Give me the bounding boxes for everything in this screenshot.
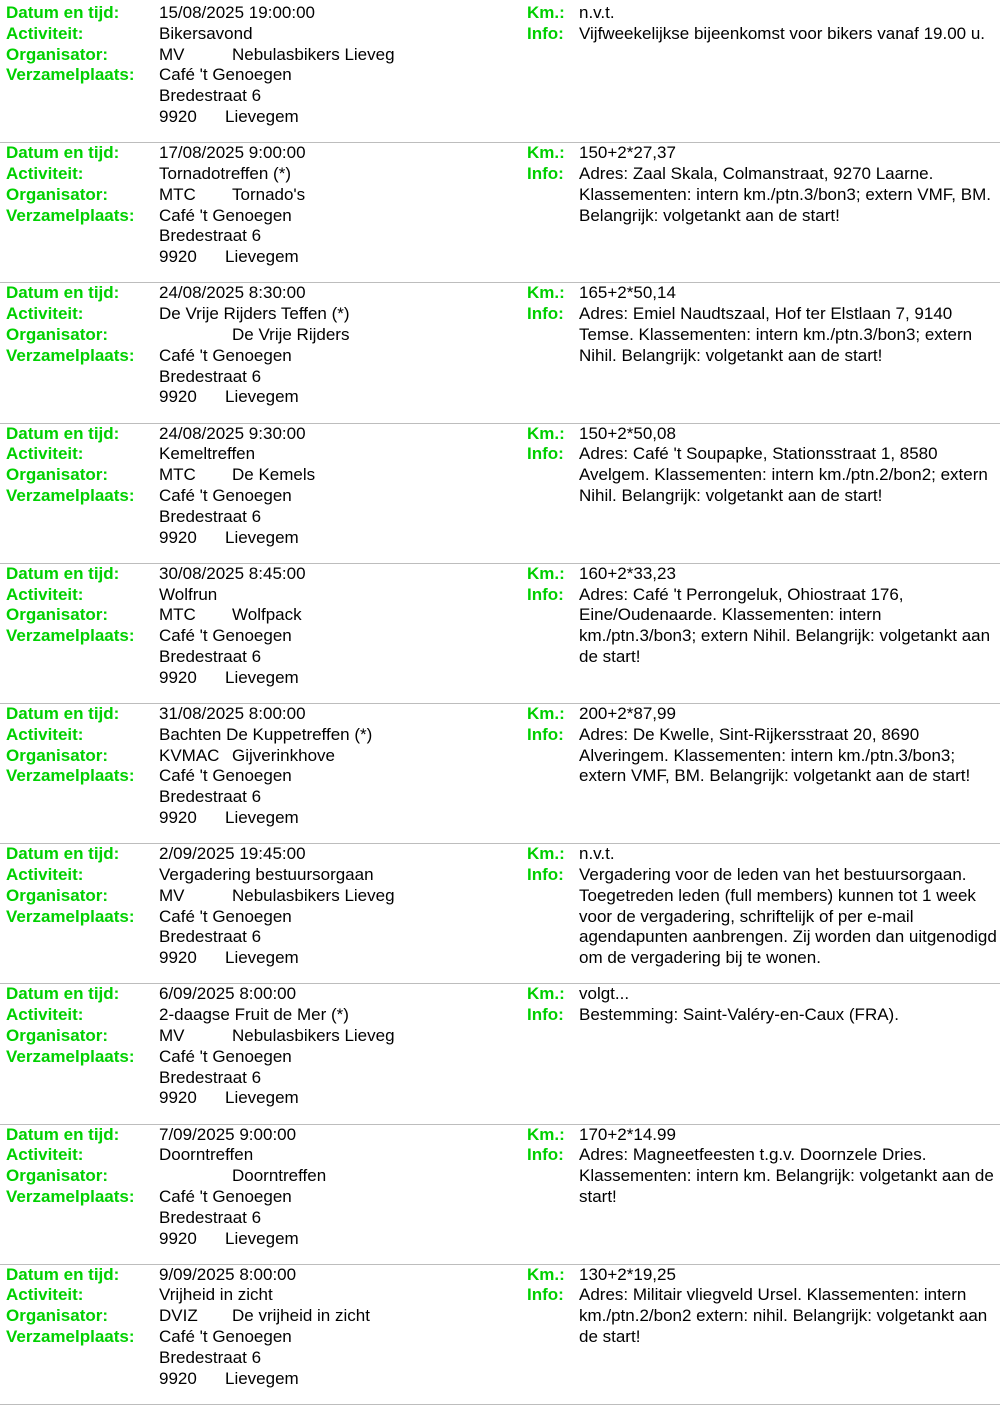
organizer-name: Nebulasbikers Lieveg <box>232 885 395 905</box>
meeting-point-street: Bredestraat 6 <box>159 787 262 807</box>
meeting-point-city: Lievegem <box>225 107 299 126</box>
meeting-point-label: Verzamelplaats: <box>6 1046 135 1066</box>
event-activity: Bikersavond <box>159 23 253 43</box>
info-label: Info: <box>527 584 564 604</box>
organizer-code: MV <box>159 1025 185 1045</box>
event-entry <box>0 984 1000 1124</box>
info-label: Info: <box>527 304 564 324</box>
km-label: Km.: <box>527 3 565 22</box>
organizer-name: Nebulasbikers Lieveg <box>232 44 395 64</box>
event-km: 130+2*19,25 <box>579 1264 676 1284</box>
organizer-label: Organisator: <box>6 1306 109 1326</box>
organizer-name: De Vrije Rijders <box>232 324 350 344</box>
organizer-label: Organisator: <box>6 184 109 204</box>
km-label: Km.: <box>527 703 565 723</box>
meeting-point-name: Café 't Genoegen <box>159 906 292 926</box>
meeting-point-city: Lievegem <box>225 387 299 407</box>
km-label: Km.: <box>527 844 565 864</box>
meeting-point-street: Bredestraat 6 <box>159 86 262 106</box>
organizer-label: Organisator: <box>6 1025 109 1045</box>
event-entry <box>0 283 1000 423</box>
event-km: 150+2*50,08 <box>579 423 676 443</box>
meeting-point-street: Bredestraat 6 <box>159 646 262 666</box>
organizer-code: DVIZ <box>159 1306 198 1326</box>
meeting-point-label: Verzamelplaats: <box>6 1327 135 1347</box>
event-km: n.v.t. <box>579 844 615 864</box>
meeting-point-street: Bredestraat 6 <box>159 366 262 386</box>
event-info: Adres: Magneetfeesten t.g.v. Doornzele Dries. Klassementen: intern km. Belangrijk: volgetankt aan de start! <box>579 1145 994 1206</box>
organizer-name: De vrijheid in zicht <box>232 1306 370 1326</box>
meeting-point-street: Bredestraat 6 <box>159 506 262 526</box>
organizer-code: MTC <box>159 605 196 625</box>
event-km: 165+2*50,14 <box>579 283 676 303</box>
info-label: Info: <box>527 444 564 464</box>
event-km: 170+2*14.99 <box>579 1124 676 1144</box>
meeting-point-city: Lievegem <box>225 1368 299 1388</box>
km-label: Km.: <box>527 1124 565 1144</box>
organizer-label: Organisator: <box>6 44 109 64</box>
datetime-label: Datum en tijd: <box>6 143 120 163</box>
activity-label: Activiteit: <box>6 864 84 884</box>
event-activity: 2-daagse Fruit de Mer (*) <box>159 1005 349 1025</box>
event-activity: Wolfrun <box>159 584 218 604</box>
meeting-point-street: Bredestraat 6 <box>159 1207 262 1227</box>
event-km: 150+2*27,37 <box>579 143 676 163</box>
datetime-label: Datum en tijd: <box>6 283 120 303</box>
meeting-point-street: Bredestraat 6 <box>159 927 262 947</box>
event-datetime: 17/08/2025 9:00:00 <box>159 143 306 163</box>
meeting-point-city: Lievegem <box>225 667 299 687</box>
organizer-code: MV <box>159 885 185 905</box>
meeting-point-label: Verzamelplaats: <box>6 626 135 646</box>
datetime-label: Datum en tijd: <box>6 844 120 864</box>
event-info: Adres: Zaal Skala, Colmanstraat, 9270 Laarne. Klassementen: intern km./ptn.3/bon3; extern VMF, BM. Belangrijk: volgetankt aan de start! <box>579 163 991 225</box>
meeting-point-postal-code: 9920 <box>159 667 197 687</box>
meeting-point-city: Lievegem <box>225 807 299 827</box>
activity-label: Activiteit: <box>6 1145 84 1165</box>
meeting-point-postal-code: 9920 <box>159 1088 197 1108</box>
event-info: Vergadering voor de leden van het bestuursorgaan. Toegetreden leden (full members) kunnen tot 1 week voor de vergadering, schriftelijk of per e-mail agendapunten aanbrengen. Zij worden dan uitgenodigd om de vergadering bij te wonen. <box>579 864 997 968</box>
activity-label: Activiteit: <box>6 304 84 324</box>
meeting-point-label: Verzamelplaats: <box>6 65 135 85</box>
event-info: Adres: Militair vliegveld Ursel. Klassementen: intern km./ptn.2/bon2 extern: nihil. Belangrijk: volgetankt aan de start! <box>579 1285 988 1347</box>
info-label: Info: <box>527 1285 564 1305</box>
meeting-point-name: Café 't Genoegen <box>159 65 292 85</box>
datetime-label: Datum en tijd: <box>6 1124 120 1144</box>
event-info: Adres: Café 't Perrongeluk, Ohiostraat 176, Eine/Oudenaarde. Klassementen: intern km./ptn.3/bon3; extern Nihil. Belangrijk: volgetankt aan de start! <box>579 584 991 666</box>
event-activity: Tornadotreffen (*) <box>159 163 291 183</box>
organizer-name: Doorntreffen <box>232 1166 327 1186</box>
event-km: n.v.t. <box>579 3 615 22</box>
meeting-point-city: Lievegem <box>225 527 299 547</box>
meeting-point-name: Café 't Genoegen <box>159 1186 292 1206</box>
event-entry <box>0 844 1000 984</box>
datetime-label: Datum en tijd: <box>6 3 120 22</box>
organizer-name: Wolfpack <box>232 605 302 625</box>
meeting-point-postal-code: 9920 <box>159 247 197 267</box>
event-activity: Doorntreffen <box>159 1145 254 1165</box>
event-datetime: 24/08/2025 8:30:00 <box>159 283 306 303</box>
meeting-point-name: Café 't Genoegen <box>159 1046 292 1066</box>
meeting-point-street: Bredestraat 6 <box>159 1067 262 1087</box>
meeting-point-name: Café 't Genoegen <box>159 626 292 646</box>
meeting-point-city: Lievegem <box>225 1228 299 1248</box>
meeting-point-label: Verzamelplaats: <box>6 485 135 505</box>
meeting-point-postal-code: 9920 <box>159 527 197 547</box>
activity-label: Activiteit: <box>6 1285 84 1305</box>
organizer-code: MTC <box>159 184 196 204</box>
meeting-point-city: Lievegem <box>225 1088 299 1108</box>
info-label: Info: <box>527 864 564 884</box>
activity-label: Activiteit: <box>6 163 84 183</box>
event-info: Bestemming: Saint-Valéry-en-Caux (FRA). <box>579 1005 899 1025</box>
meeting-point-label: Verzamelplaats: <box>6 205 135 225</box>
activity-label: Activiteit: <box>6 444 84 464</box>
km-label: Km.: <box>527 283 565 303</box>
datetime-label: Datum en tijd: <box>6 1264 120 1284</box>
activity-label: Activiteit: <box>6 23 84 43</box>
meeting-point-name: Café 't Genoegen <box>159 345 292 365</box>
activity-label: Activiteit: <box>6 584 84 604</box>
event-info: Adres: Café 't Soupapke, Stationsstraat 1, 8580 Avelgem. Klassementen: intern km./ptn.2/bon2; extern Nihil. Belangrijk: volgetankt aan de start! <box>579 444 988 505</box>
organizer-code: KVMAC <box>159 745 220 765</box>
event-entry <box>0 3 1000 143</box>
organizer-label: Organisator: <box>6 745 109 765</box>
meeting-point-postal-code: 9920 <box>159 807 197 827</box>
meeting-point-name: Café 't Genoegen <box>159 766 292 786</box>
event-datetime: 15/08/2025 19:00:00 <box>159 3 315 22</box>
event-datetime: 24/08/2025 9:30:00 <box>159 423 306 443</box>
event-entry <box>0 1265 1000 1405</box>
organizer-name: Gijverinkhove <box>232 745 335 765</box>
meeting-point-label: Verzamelplaats: <box>6 1186 135 1206</box>
meeting-point-label: Verzamelplaats: <box>6 766 135 786</box>
organizer-label: Organisator: <box>6 1166 109 1186</box>
event-activity: Vergadering bestuursorgaan <box>159 864 374 884</box>
event-activity: Vrijheid in zicht <box>159 1285 273 1305</box>
event-entry <box>0 143 1000 283</box>
event-entry <box>0 704 1000 844</box>
meeting-point-name: Café 't Genoegen <box>159 205 292 225</box>
km-label: Km.: <box>527 984 565 1004</box>
meeting-point-city: Lievegem <box>225 247 299 267</box>
info-label: Info: <box>527 23 564 43</box>
meeting-point-city: Lievegem <box>225 948 299 968</box>
event-activity: Bachten De Kuppetreffen (*) <box>159 724 373 744</box>
km-label: Km.: <box>527 563 565 583</box>
meeting-point-street: Bredestraat 6 <box>159 226 262 246</box>
activity-label: Activiteit: <box>6 1005 84 1025</box>
datetime-label: Datum en tijd: <box>6 703 120 723</box>
event-datetime: 7/09/2025 9:00:00 <box>159 1124 297 1144</box>
info-label: Info: <box>527 163 564 183</box>
event-datetime: 9/09/2025 8:00:00 <box>159 1264 297 1284</box>
event-datetime: 6/09/2025 8:00:00 <box>159 984 297 1004</box>
km-label: Km.: <box>527 1264 565 1284</box>
event-info: Vijfweekelijkse bijeenkomst voor bikers vanaf 19.00 u. <box>579 23 986 43</box>
meeting-point-postal-code: 9920 <box>159 1368 197 1388</box>
km-label: Km.: <box>527 423 565 443</box>
event-activity: Kemeltreffen <box>159 444 256 464</box>
datetime-label: Datum en tijd: <box>6 563 120 583</box>
info-label: Info: <box>527 724 564 744</box>
meeting-point-label: Verzamelplaats: <box>6 345 135 365</box>
datetime-label: Datum en tijd: <box>6 423 120 443</box>
organizer-label: Organisator: <box>6 465 109 485</box>
event-datetime: 30/08/2025 8:45:00 <box>159 563 306 583</box>
meeting-point-label: Verzamelplaats: <box>6 906 135 926</box>
datetime-label: Datum en tijd: <box>6 984 120 1004</box>
meeting-point-postal-code: 9920 <box>159 1228 197 1248</box>
meeting-point-name: Café 't Genoegen <box>159 1327 292 1347</box>
organizer-name: De Kemels <box>232 465 316 485</box>
info-label: Info: <box>527 1145 564 1165</box>
meeting-point-postal-code: 9920 <box>159 948 197 968</box>
organizer-code: MTC <box>159 465 196 485</box>
km-label: Km.: <box>527 143 565 163</box>
event-entry <box>0 424 1000 564</box>
organizer-name: Tornado's <box>232 184 306 204</box>
meeting-point-postal-code: 9920 <box>159 387 197 407</box>
event-info: Adres: De Kwelle, Sint-Rijkersstraat 20, 8690 Alveringem. Klassementen: intern km./ptn.3/bon3; extern VMF, BM. Belangrijk: volgetankt aan de start! <box>579 724 971 786</box>
event-entry <box>0 564 1000 704</box>
meeting-point-postal-code: 9920 <box>159 107 197 126</box>
organizer-label: Organisator: <box>6 885 109 905</box>
event-info: Adres: Emiel Naudtszaal, Hof ter Elstlaan 7, 9140 Temse. Klassementen: intern km./ptn.3/bon3; extern Nihil. Belangrijk: volgetankt aan de start! <box>579 304 973 365</box>
event-km: volgt... <box>579 984 630 1004</box>
info-label: Info: <box>527 1005 564 1025</box>
organizer-code: MV <box>159 44 185 64</box>
organizer-name: Nebulasbikers Lieveg <box>232 1025 395 1045</box>
event-km: 200+2*87,99 <box>579 703 676 723</box>
event-list <box>0 3 1000 1405</box>
event-km: 160+2*33,23 <box>579 563 676 583</box>
event-datetime: 2/09/2025 19:45:00 <box>159 844 306 864</box>
event-entry <box>0 1125 1000 1265</box>
event-datetime: 31/08/2025 8:00:00 <box>159 703 306 723</box>
event-activity: De Vrije Rijders Teffen (*) <box>159 304 350 324</box>
meeting-point-street: Bredestraat 6 <box>159 1347 262 1367</box>
activity-label: Activiteit: <box>6 724 84 744</box>
meeting-point-name: Café 't Genoegen <box>159 485 292 505</box>
organizer-label: Organisator: <box>6 605 109 625</box>
organizer-label: Organisator: <box>6 324 109 344</box>
